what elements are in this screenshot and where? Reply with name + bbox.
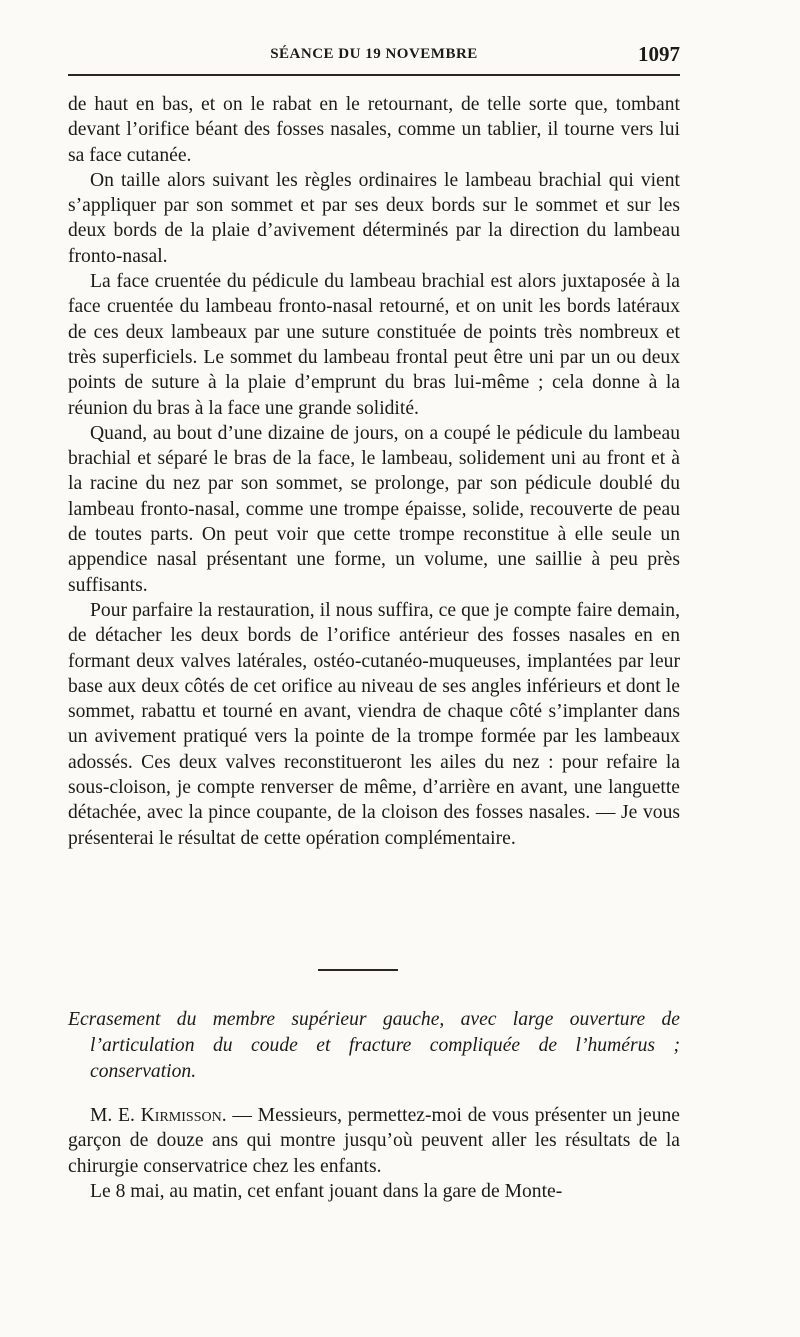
section-divider	[318, 969, 398, 971]
paragraph-5: Pour parfaire la restauration, il nous suffira, ce que je compte faire demain, de détacher les deux bords de l’orifice antérieur des fosses nasales en en formant deux valves latérales, ostéo-cutanéo-muqueuses, implantées par leur base aux deux côtés de cet orifice au niveau de ses angles inférieurs et dont le sommet, rabattu et tourné en avant, viendra de chaque côté s’implanter dans un avivement pratiqué vers la pointe de la trompe formée par les lambeaux adossés. Ces deux valves reconstitueront les ailes du nez : pour refaire la sous-cloison, je compte renverser de même, d’arrière en avant, une languette détachée, avec la pince coupante, de la cloison des fosses nasales. — Je vous présenterai le résultat de cette opération complémentaire.	[68, 599, 680, 849]
paragraph-4: Quand, au bout d’une dizaine de jours, on a coupé le pédicule du lambeau brachial et séparé le bras de la face, le lambeau, solidement uni au front et à la racine du nez par son sommet, se prolonge, par son pédicule doublé du lambeau fronto-nasal, comme une trompe épaisse, solide, recouverte de peau de toutes parts. On peut voir que cette trompe reconstitue à elle seule un appendice nasal présentant une forme, un volume, une saillie à peu près suffisants.	[68, 422, 680, 596]
main-text	[68, 92, 680, 851]
section-title-text: Ecrasement du membre supérieur gauche, avec large ouverture de l’articulation du coude et fracture compliquée de l’humérus ; conservation.	[68, 1009, 680, 1082]
section-title	[68, 1007, 680, 1085]
header-title: SÉANCE DU 19 NOVEMBRE	[270, 46, 478, 62]
paragraph-6	[68, 1103, 680, 1179]
paragraph-7: Le 8 mai, au matin, cet enfant jouant dans la gare de Monte-	[90, 1180, 563, 1202]
second-text	[68, 1103, 680, 1204]
page-number: 1097	[638, 42, 680, 66]
paragraph-3: La face cruentée du pédicule du lambeau brachial est alors juxtaposée à la face cruentée du lambeau fronto-nasal retourné, et on unit les bords latéraux de ces deux lambeaux par une suture constituée de points très nombreux et très superficiels. Le sommet du lambeau frontal peut être uni par un ou deux points de suture à la plaie d’emprunt du bras lui-même ; cela donne à la réunion du bras à la face une grande solidité.	[68, 271, 680, 419]
paragraph-1: de haut en bas, et on le rabat en le retournant, de telle sorte que, tombant devant l’orifice béant des fosses nasales, comme un tablier, il tourne vers lui sa face cutanée.	[68, 94, 680, 166]
paragraph-6-text: — Messieurs, permettez-moi de vous présenter un jeune garçon de douze ans qui montre jusqu’où peuvent aller les résultats de la chirurgie conservatrice chez les enfants.	[68, 1105, 680, 1177]
paragraph-2: On taille alors suivant les règles ordinaires le lambeau brachial qui vient s’appliquer par son sommet et par ses deux bords sur le sommet et sur les deux bords de la plaie d’avivement déterminés par la direction du lambeau fronto-nasal.	[68, 169, 680, 267]
speaker-name: M. E. Kirmisson.	[90, 1105, 227, 1126]
running-header	[68, 38, 680, 76]
